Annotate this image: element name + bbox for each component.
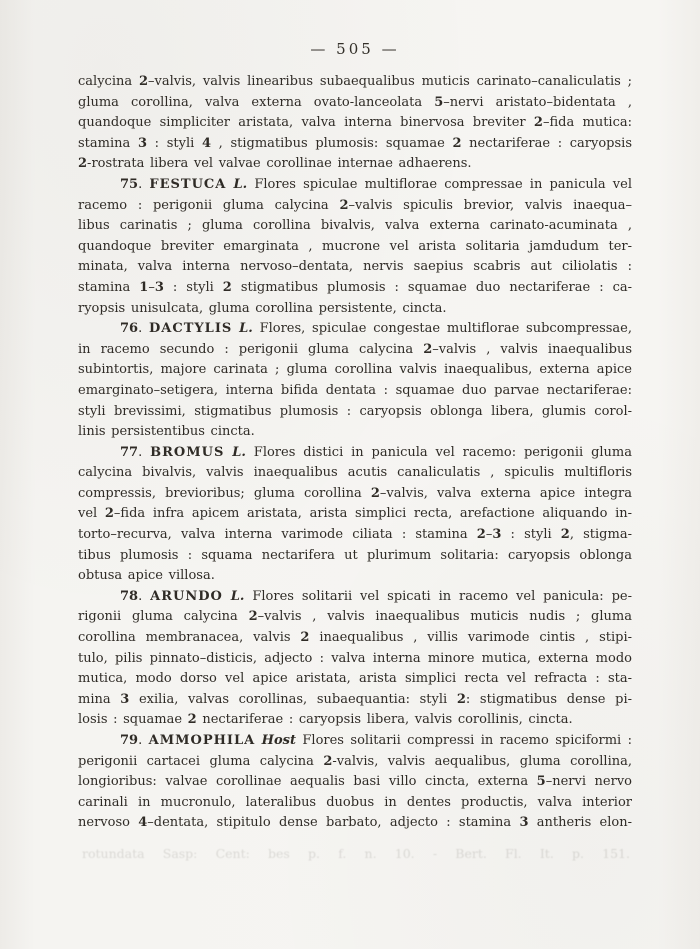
numeral: 77 [120,444,139,460]
author-abbreviation: Host [261,733,296,748]
numeral: 76 [120,321,139,337]
text-line: rigonii gluma calycina 2–valvis , valvis inaequalibus muticis nudis ; gluma [78,609,632,625]
numeral: 4 [201,135,211,151]
genus-name: BROMUS [150,444,225,460]
text-line: stamina 3 : styli 4 , stigmatibus plumosis: squamae 2 nectariferae : caryopsis [78,135,632,151]
text-line: libus carinatis ; gluma corollina bivalvis, valva externa carinato-acuminata , [78,218,632,234]
author-abbreviation: L. [232,444,246,460]
numeral: 2 [248,609,258,625]
author-abbreviation: L. [239,321,253,337]
text-line: nervoso 4–dentata, stipitulo dense barbato, adjecto : stamina 3 antheris elon- [78,815,632,831]
numeral: 2 [423,341,433,357]
numeral: 2 [222,279,232,295]
text-line: gluma corollina, valva externa ovato-lanceolata 5–nervi aristato–bidentata , [78,94,632,110]
text-line: perigonii cartacei gluma calycina 2-valvis, valvis aequalibus, gluma corollina, [78,753,632,769]
numeral: 2 [476,527,486,543]
bleedthrough-text: rotundata Sasp: Cent: bes p. f. n. 10. - Bert. Fl. It. p. 151. [82,846,630,861]
numeral: 2 [104,506,114,522]
text-line: tulo, pilis pinnato–disticis, adjecto : valva interna minore mutica, externa modo [78,650,632,666]
author-abbreviation: L. [233,176,248,192]
numeral: 2 [300,630,310,646]
paragraph-heading-line: 75. FESTUCA L. Flores spiculae multiflorae compressae in panicula vel [120,176,632,192]
numeral: 3 [120,691,130,707]
text-line: styli brevissimi, stigmatibus plumosis : caryopsis oblonga libera, glumis corol- [78,403,632,419]
text-line: vel 2–fida infra apicem aristata, arista simplici recta, arefactione aliquando in- [78,506,632,522]
text-line: emarginato–setigera, interna bifida dentata : squamae duo parvae nectariferae: [78,382,632,398]
numeral: 2 [323,753,333,769]
page-text [78,72,632,834]
numeral: 3 [519,815,529,831]
text-line: compressis, brevioribus; gluma corollina 2–valvis, valva externa apice integra [78,485,632,501]
text-line: calycina 2–valvis, valvis linearibus subaequalibus muticis carinato–canaliculatis ; [78,74,632,89]
text-line: carinali in mucronulo, lateralibus duobus in dentes productis, valva interior [78,794,632,810]
text-line: calycina bivalvis, valvis inaequalibus acutis canaliculatis , spiculis multifloris [78,465,632,481]
text-line: stamina 1–3 : styli 2 stigmatibus plumosis : squamae duo nectariferae : ca- [78,279,632,295]
text-line: quandoque simpliciter aristata, valva interna binervosa breviter 2–fida mutica: [78,115,632,131]
paragraph-heading-line: 78. ARUNDO L. Flores solitarii vel spicati in racemo vel panicula: pe- [120,588,632,604]
text-line: mutica, modo dorso vel apice aristata, arista simplici recta vel refracta : sta- [78,671,632,687]
text-line: ryopsis unisulcata, gluma corollina persistente, cincta. [78,300,447,316]
text-line: longioribus: valvae corollinae aequalis basi villo cincta, externa 5–nervi nervo [78,774,632,790]
numeral: 2 [452,135,462,151]
numeral: 75 [120,176,139,192]
numeral: 79 [120,733,139,748]
text-line: mina 3 exilia, valvas corollinas, subaequantia: styli 2: stigmatibus dense pi- [78,691,632,707]
numeral: 5 [434,94,444,110]
text-line: in racemo secundo : perigonii gluma calycina 2–valvis , valvis inaequalibus [78,341,632,357]
author-abbreviation: L. [230,588,245,604]
text-line: losis : squamae 2 nectariferae : caryopsis libera, valvis corollinis, cincta. [78,712,573,728]
text-line: tibus plumosis : squama nectarifera ut plurimum solitaria: caryopsis oblonga [78,547,632,563]
numeral: 3 [492,527,502,543]
numeral: 1 [139,279,149,295]
page-number: — 505 — [310,40,400,58]
numeral: 4 [138,815,148,831]
text-line: corollina membranacea, valvis 2 inaequalibus , villis varimode cintis , stipi- [78,630,632,646]
paragraph-heading-line: 77. BROMUS L. Flores distici in panicula vel racemo: perigonii gluma [120,444,632,460]
numeral: 2 [138,74,148,89]
text-line: quandoque breviter emarginata , mucrone vel arista solitaria jamdudum ter- [78,238,632,254]
text-line: minata, valva interna nervoso–dentata, nervis saepius scabris aut ciliolatis : [78,259,632,275]
text-line: 2-rostrata libera vel valvae corollinae internae adhaerens. [78,156,472,172]
genus-name: ARUNDO [150,588,223,604]
numeral: 2 [456,691,466,707]
numeral: 3 [137,135,147,151]
genus-name: DACTYLIS [149,321,233,337]
numeral: 2 [533,115,543,131]
text-line: torto–recurva, valva interna varimode ciliata : stamina 2–3 : styli 2, stigma- [78,527,632,543]
numeral: 5 [536,774,546,790]
numeral: 2 [339,197,349,213]
genus-name: AMMOPHILA [148,733,256,748]
text-line: racemo : perigonii gluma calycina 2–valvis spiculis brevior, valvis inaequa– [78,197,632,213]
numeral: 2 [187,712,197,728]
text-line: subintortis, majore carinata ; gluma corollina valvis inaequalibus, externa apice [78,362,632,378]
paragraph-heading-line: 76. DACTYLIS L. Flores, spiculae congestae multiflorae subcompressae, [120,321,632,337]
genus-name: FESTUCA [149,176,227,192]
text-line: obtusa apice villosa. [78,568,215,584]
numeral: 2 [78,156,88,172]
numeral: 78 [120,588,139,604]
paragraph-heading-line: 79. AMMOPHILA Host Flores solitarii compressi in racemo spiciformi : [120,733,632,748]
text-line: linis persistentibus cincta. [78,424,255,440]
numeral: 2 [560,527,570,543]
numeral: 2 [370,485,380,501]
numeral: 3 [154,279,164,295]
